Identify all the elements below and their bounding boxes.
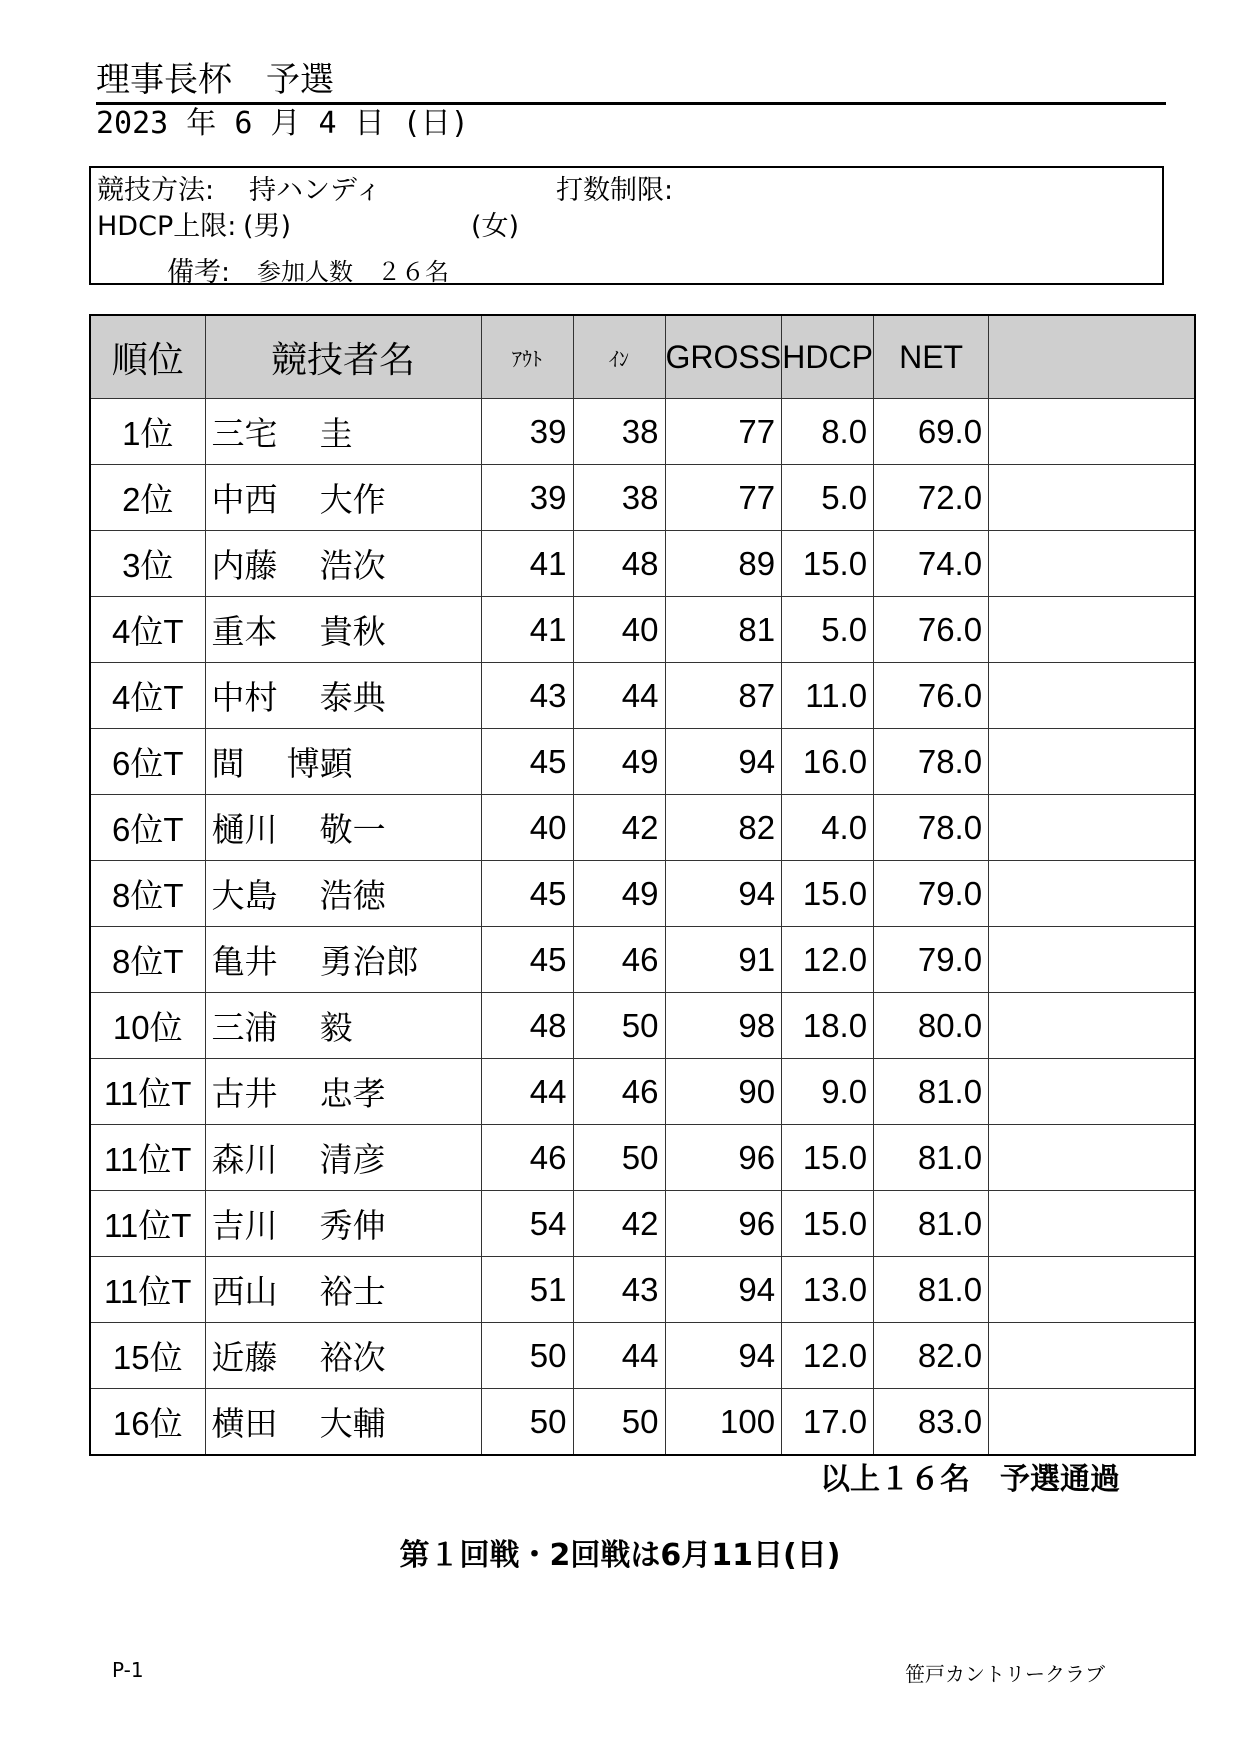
- name-cell: 亀井 勇治郎: [205, 927, 481, 993]
- blank-cell: [989, 927, 1195, 993]
- rank-cell: 16位: [90, 1389, 205, 1456]
- gross-score-cell: 98: [665, 993, 782, 1059]
- blank-cell: [989, 1389, 1195, 1456]
- name-cell: 樋川 敬一: [205, 795, 481, 861]
- hdcp-cell: 17.0: [782, 1389, 874, 1456]
- gross-score-cell: 77: [665, 399, 782, 465]
- club-name: 笹戸カントリークラブ: [905, 1662, 1105, 1686]
- blank-cell: [989, 531, 1195, 597]
- in-score-cell: 42: [573, 1191, 665, 1257]
- gross-score-cell: 94: [665, 729, 782, 795]
- rank-cell: 11位T: [90, 1257, 205, 1323]
- table-row: [90, 399, 1195, 465]
- blank-cell: [989, 993, 1195, 1059]
- gross-score-cell: 82: [665, 795, 782, 861]
- rank-cell: 2位: [90, 465, 205, 531]
- gross-score-cell: 87: [665, 663, 782, 729]
- rank-cell: 8位T: [90, 861, 205, 927]
- net-score-cell: 79.0: [874, 927, 989, 993]
- blank-cell: [989, 663, 1195, 729]
- out-score-cell: 50: [481, 1323, 573, 1389]
- col-gross-header: GROSS: [665, 315, 782, 399]
- col-hdcp-header: HDCP: [782, 315, 874, 399]
- hdcp-cell: 8.0: [782, 399, 874, 465]
- in-score-cell: 44: [573, 663, 665, 729]
- in-score-cell: 49: [573, 729, 665, 795]
- table-row: [90, 729, 1195, 795]
- rank-cell: 6位T: [90, 795, 205, 861]
- hdcp-cell: 5.0: [782, 597, 874, 663]
- rank-cell: 6位T: [90, 729, 205, 795]
- net-score-cell: 74.0: [874, 531, 989, 597]
- table-row: [90, 531, 1195, 597]
- out-score-cell: 45: [481, 729, 573, 795]
- in-score-cell: 48: [573, 531, 665, 597]
- name-cell: 中西 大作: [205, 465, 481, 531]
- table-header-row: [90, 315, 1195, 399]
- table-row: [90, 663, 1195, 729]
- rank-cell: 1位: [90, 399, 205, 465]
- col-in-header: ｲﾝ: [573, 315, 665, 399]
- net-score-cell: 78.0: [874, 795, 989, 861]
- rank-cell: 4位T: [90, 663, 205, 729]
- blank-cell: [989, 465, 1195, 531]
- name-cell: 西山 裕士: [205, 1257, 481, 1323]
- in-score-cell: 50: [573, 1389, 665, 1456]
- name-cell: 内藤 浩次: [205, 531, 481, 597]
- stroke-limit-label: 打数制限:: [556, 175, 674, 206]
- net-score-cell: 81.0: [874, 1257, 989, 1323]
- in-score-cell: 46: [573, 927, 665, 993]
- hdcp-cell: 15.0: [782, 1125, 874, 1191]
- hdcp-cell: 9.0: [782, 1059, 874, 1125]
- out-score-cell: 46: [481, 1125, 573, 1191]
- rank-cell: 11位T: [90, 1125, 205, 1191]
- hdcp-cell: 5.0: [782, 465, 874, 531]
- table-row: [90, 1191, 1195, 1257]
- net-score-cell: 76.0: [874, 597, 989, 663]
- gross-score-cell: 81: [665, 597, 782, 663]
- net-score-cell: 76.0: [874, 663, 989, 729]
- name-cell: 重本 貴秋: [205, 597, 481, 663]
- col-rank-header: 順位: [90, 315, 205, 399]
- hdcp-limit-label: HDCP上限:: [97, 211, 237, 242]
- blank-cell: [989, 795, 1195, 861]
- name-cell: 三浦 毅: [205, 993, 481, 1059]
- out-score-cell: 45: [481, 861, 573, 927]
- in-score-cell: 50: [573, 1125, 665, 1191]
- col-name-header: 競技者名: [205, 315, 481, 399]
- blank-cell: [989, 597, 1195, 663]
- hdcp-cell: 11.0: [782, 663, 874, 729]
- hdcp-cell: 15.0: [782, 1191, 874, 1257]
- name-cell: 近藤 裕次: [205, 1323, 481, 1389]
- table-row: [90, 795, 1195, 861]
- remarks-value: 参加人数 ２６名: [257, 258, 449, 286]
- results-table: [89, 314, 1196, 1456]
- qualified-note: 以上１６名 予選通過: [820, 1462, 1120, 1497]
- table-row: [90, 1257, 1195, 1323]
- in-score-cell: 46: [573, 1059, 665, 1125]
- col-blank-header: [989, 315, 1195, 399]
- table-row: [90, 1389, 1195, 1456]
- net-score-cell: 78.0: [874, 729, 989, 795]
- in-score-cell: 38: [573, 465, 665, 531]
- schedule-note: 第１回戦・2回戦は6月11日(日): [399, 1538, 841, 1573]
- gross-score-cell: 96: [665, 1125, 782, 1191]
- in-score-cell: 38: [573, 399, 665, 465]
- name-cell: 吉川 秀伸: [205, 1191, 481, 1257]
- rank-cell: 11位T: [90, 1059, 205, 1125]
- net-score-cell: 81.0: [874, 1059, 989, 1125]
- out-score-cell: 41: [481, 597, 573, 663]
- table-row: [90, 927, 1195, 993]
- net-score-cell: 81.0: [874, 1125, 989, 1191]
- hdcp-cell: 13.0: [782, 1257, 874, 1323]
- name-cell: 森川 清彦: [205, 1125, 481, 1191]
- net-score-cell: 69.0: [874, 399, 989, 465]
- net-score-cell: 79.0: [874, 861, 989, 927]
- hdcp-cell: 12.0: [782, 1323, 874, 1389]
- hdcp-female: (女): [471, 211, 520, 242]
- name-cell: 古井 忠孝: [205, 1059, 481, 1125]
- out-score-cell: 48: [481, 993, 573, 1059]
- gross-score-cell: 94: [665, 861, 782, 927]
- out-score-cell: 51: [481, 1257, 573, 1323]
- page-number: P-1: [112, 1658, 144, 1682]
- rank-cell: 3位: [90, 531, 205, 597]
- rank-cell: 15位: [90, 1323, 205, 1389]
- net-score-cell: 81.0: [874, 1191, 989, 1257]
- hdcp-cell: 16.0: [782, 729, 874, 795]
- name-cell: 横田 大輔: [205, 1389, 481, 1456]
- document-title: 理事長杯 予選: [96, 58, 1166, 105]
- table-row: [90, 1323, 1195, 1389]
- name-cell: 大島 浩徳: [205, 861, 481, 927]
- method-label: 競技方法:: [97, 175, 215, 206]
- gross-score-cell: 94: [665, 1257, 782, 1323]
- gross-score-cell: 94: [665, 1323, 782, 1389]
- net-score-cell: 83.0: [874, 1389, 989, 1456]
- gross-score-cell: 90: [665, 1059, 782, 1125]
- table-row: [90, 465, 1195, 531]
- net-score-cell: 80.0: [874, 993, 989, 1059]
- gross-score-cell: 89: [665, 531, 782, 597]
- blank-cell: [989, 399, 1195, 465]
- out-score-cell: 54: [481, 1191, 573, 1257]
- out-score-cell: 39: [481, 399, 573, 465]
- table-row: [90, 993, 1195, 1059]
- out-score-cell: 43: [481, 663, 573, 729]
- blank-cell: [989, 861, 1195, 927]
- hdcp-male: (男): [243, 211, 292, 242]
- table-row: [90, 1059, 1195, 1125]
- hdcp-cell: 15.0: [782, 861, 874, 927]
- out-score-cell: 50: [481, 1389, 573, 1456]
- rank-cell: 8位T: [90, 927, 205, 993]
- hdcp-cell: 15.0: [782, 531, 874, 597]
- blank-cell: [989, 1125, 1195, 1191]
- in-score-cell: 42: [573, 795, 665, 861]
- remarks-label: 備考:: [167, 257, 231, 288]
- net-score-cell: 72.0: [874, 465, 989, 531]
- gross-score-cell: 77: [665, 465, 782, 531]
- out-score-cell: 44: [481, 1059, 573, 1125]
- out-score-cell: 39: [481, 465, 573, 531]
- name-cell: 中村 泰典: [205, 663, 481, 729]
- out-score-cell: 41: [481, 531, 573, 597]
- gross-score-cell: 96: [665, 1191, 782, 1257]
- net-score-cell: 82.0: [874, 1323, 989, 1389]
- rank-cell: 11位T: [90, 1191, 205, 1257]
- gross-score-cell: 100: [665, 1389, 782, 1456]
- hdcp-cell: 4.0: [782, 795, 874, 861]
- rank-cell: 4位T: [90, 597, 205, 663]
- in-score-cell: 50: [573, 993, 665, 1059]
- name-cell: 間 博顕: [205, 729, 481, 795]
- out-score-cell: 45: [481, 927, 573, 993]
- gross-score-cell: 91: [665, 927, 782, 993]
- method-value: 持ハンディ: [249, 175, 382, 206]
- table-row: [90, 1125, 1195, 1191]
- event-date: 2023 年 6 月 4 日 (日): [96, 106, 469, 141]
- out-score-cell: 40: [481, 795, 573, 861]
- blank-cell: [989, 1323, 1195, 1389]
- in-score-cell: 40: [573, 597, 665, 663]
- in-score-cell: 43: [573, 1257, 665, 1323]
- name-cell: 三宅 圭: [205, 399, 481, 465]
- in-score-cell: 49: [573, 861, 665, 927]
- blank-cell: [989, 1257, 1195, 1323]
- competition-info-box: [89, 166, 1164, 288]
- in-score-cell: 44: [573, 1323, 665, 1389]
- col-net-header: NET: [874, 315, 989, 399]
- table-row: [90, 861, 1195, 927]
- blank-cell: [989, 1191, 1195, 1257]
- hdcp-cell: 18.0: [782, 993, 874, 1059]
- col-out-header: ｱｳﾄ: [481, 315, 573, 399]
- rank-cell: 10位: [90, 993, 205, 1059]
- table-row: [90, 597, 1195, 663]
- hdcp-cell: 12.0: [782, 927, 874, 993]
- blank-cell: [989, 729, 1195, 795]
- blank-cell: [989, 1059, 1195, 1125]
